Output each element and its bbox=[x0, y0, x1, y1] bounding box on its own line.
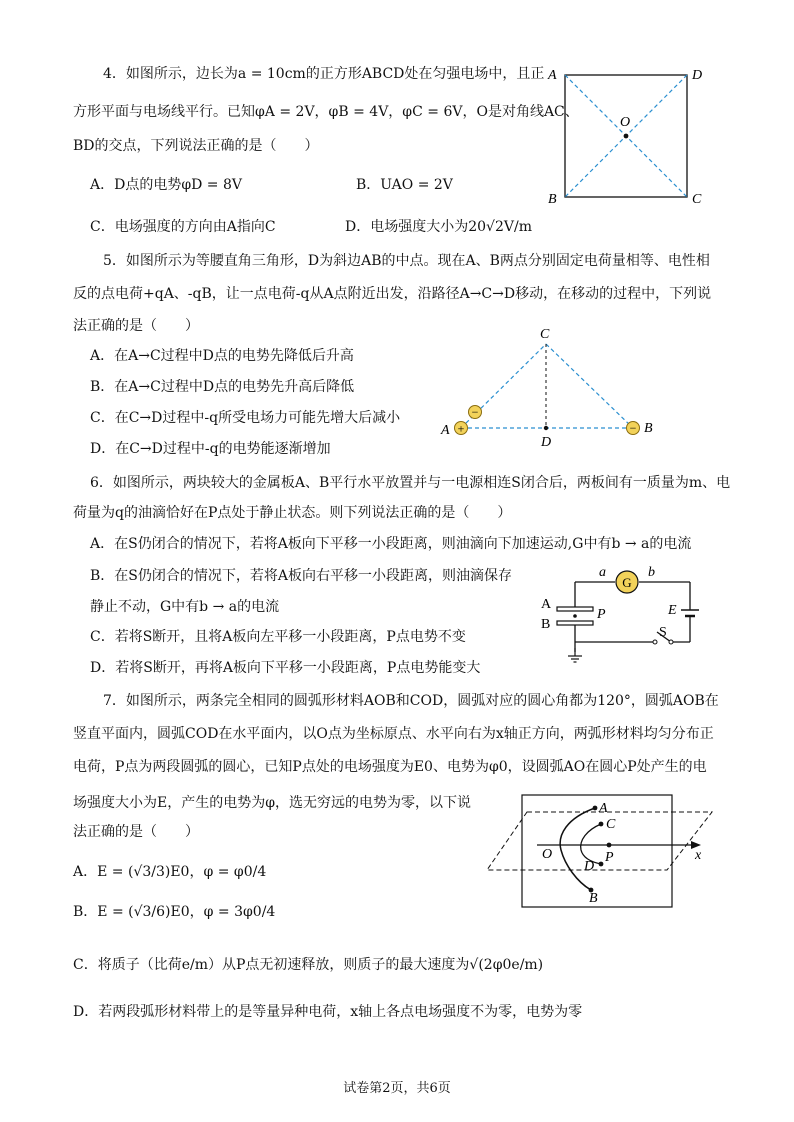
q7-label-b: B bbox=[589, 891, 598, 906]
q4-label-b: B bbox=[548, 192, 557, 207]
q7-line5: 法正确的是（ ） bbox=[73, 824, 199, 840]
q6-label-plate-b: B bbox=[541, 617, 551, 632]
q7-label-a: A bbox=[599, 801, 608, 816]
q4-line2: 方形平面与电场线平行。已知φA = 2V，φB = 4V，φC = 6V，O是对角线AC、 bbox=[73, 104, 579, 120]
q4-line3: BD的交点，下列说法正确的是（ ） bbox=[73, 138, 319, 154]
q7-option-b: B．E = (√3/6)E0，φ = 3φ0/4 bbox=[73, 904, 276, 920]
q5-label-c: C bbox=[540, 327, 550, 342]
q5-line2: 反的点电荷+qA、-qB，让一点电荷-q从A点附近出发，沿路径A→C→D移动，在移动的过程中，下列说 bbox=[73, 286, 712, 302]
q5-minus-sign-1: − bbox=[471, 405, 479, 419]
q5-option-b: B．在A→C过程中D点的电势先升高后降低 bbox=[90, 379, 355, 395]
q4-option-a: A．D点的电势φD = 8V bbox=[90, 177, 243, 193]
q5-label-b: B bbox=[644, 421, 653, 436]
q4-line1: 4．如图所示，边长为a = 10cm的正方形ABCD处在匀强电场中，且正 bbox=[103, 66, 545, 82]
q7-label-x: x bbox=[695, 848, 702, 863]
q5-minus-sign-2: − bbox=[629, 421, 637, 435]
q6-label-p: P bbox=[597, 607, 606, 622]
q4-label-d: D bbox=[692, 68, 703, 83]
q7-label-p: P bbox=[605, 850, 614, 865]
q5-option-c: C．在C→D过程中-q所受电场力可能先增大后减小 bbox=[90, 410, 401, 426]
q6-label-s: S bbox=[659, 625, 667, 640]
q6-label-a-small: a bbox=[599, 565, 606, 580]
q7-option-a: A．E = (√3/3)E0，φ = φ0/4 bbox=[73, 864, 267, 880]
page-footer: 试卷第2页，共6页 bbox=[343, 1081, 451, 1096]
q6-line1: 6．如图所示，两块较大的金属板A、B平行水平放置并与一电源相连S闭合后，两板间有一质量为m、电 bbox=[90, 475, 731, 491]
q5-plus-sign: + bbox=[457, 421, 465, 436]
q6-option-b1: B．在S仍闭合的情况下，若将A板向右平移一小段距离，则油滴保存 bbox=[90, 568, 512, 584]
q5-option-a: A．在A→C过程中D点的电势先降低后升高 bbox=[90, 348, 354, 364]
q7-line3: 电荷，P点为两段圆弧的圆心，已知P点处的电场强度为E0、电势为φ0，设圆弧AO在圆心P处产生的电 bbox=[73, 759, 707, 775]
q4-option-d: D．电场强度大小为20√2V/m bbox=[345, 219, 532, 235]
q6-circuit-figure bbox=[535, 560, 715, 670]
q7-label-o: O bbox=[542, 847, 553, 862]
q6-option-d: D．若将S断开，再将A板向下平移一小段距离，P点电势能变大 bbox=[90, 660, 481, 676]
q6-option-b2: 静止不动，G中有b → a的电流 bbox=[90, 599, 280, 615]
q4-label-c: C bbox=[692, 192, 702, 207]
q6-label-e: E bbox=[668, 603, 677, 618]
q7-line1: 7．如图所示，两条完全相同的圆弧形材料AOB和COD，圆弧对应的圆心角都为120°，圆弧AOB在 bbox=[103, 693, 719, 709]
q7-option-c: C．将质子（比荷e/m）从P点无初速释放，则质子的最大速度为√(2φ0e/m) bbox=[73, 957, 544, 973]
q4-square-figure bbox=[540, 60, 715, 210]
q6-label-b-small: b bbox=[648, 565, 655, 580]
q5-label-a: A bbox=[441, 423, 450, 438]
q4-option-c: C．电场强度的方向由A指向C bbox=[90, 219, 276, 235]
q7-label-d: D bbox=[584, 859, 595, 874]
q7-option-d: D．若两段弧形材料带上的是等量异种电荷，x轴上各点电场强度不为零，电势为零 bbox=[73, 1004, 583, 1020]
q5-line1: 5．如图所示为等腰直角三角形，D为斜边AB的中点。现在A、B两点分别固定电荷量相等、电性相 bbox=[103, 253, 710, 269]
q7-line4: 场强度大小为E，产生的电势为φ，选无穷远的电势为零，以下说 bbox=[73, 795, 472, 811]
q6-label-plate-a: A bbox=[541, 597, 552, 612]
q7-arc-figure bbox=[487, 790, 717, 915]
q7-line2: 竖直平面内，圆弧COD在水平面内，以O点为坐标原点、水平向右为x轴正方向，两弧形材料均匀分布正 bbox=[73, 726, 714, 742]
q5-label-d: D bbox=[541, 435, 552, 450]
q6-line2: 荷量为q的油滴恰好在P点处于静止状态。则下列说法正确的是（ ） bbox=[73, 505, 512, 521]
q5-option-d: D．在C→D过程中-q的电势能逐渐增加 bbox=[90, 441, 331, 457]
q5-line3: 法正确的是（ ） bbox=[73, 318, 199, 334]
q4-label-o: O bbox=[620, 115, 631, 130]
q4-label-a: A bbox=[548, 68, 557, 83]
q6-option-c: C．若将S断开，且将A板向左平移一小段距离，P点电势不变 bbox=[90, 629, 466, 645]
q6-label-g: G bbox=[622, 575, 632, 590]
q6-option-a: A．在S仍闭合的情况下，若将A板向下平移一小段距离，则油滴向下加速运动,G中有b → a的电流 bbox=[90, 536, 692, 552]
q4-option-b: B．UAO = 2V bbox=[356, 177, 453, 193]
q5-triangle-figure bbox=[438, 322, 668, 452]
q7-label-c: C bbox=[606, 817, 616, 832]
